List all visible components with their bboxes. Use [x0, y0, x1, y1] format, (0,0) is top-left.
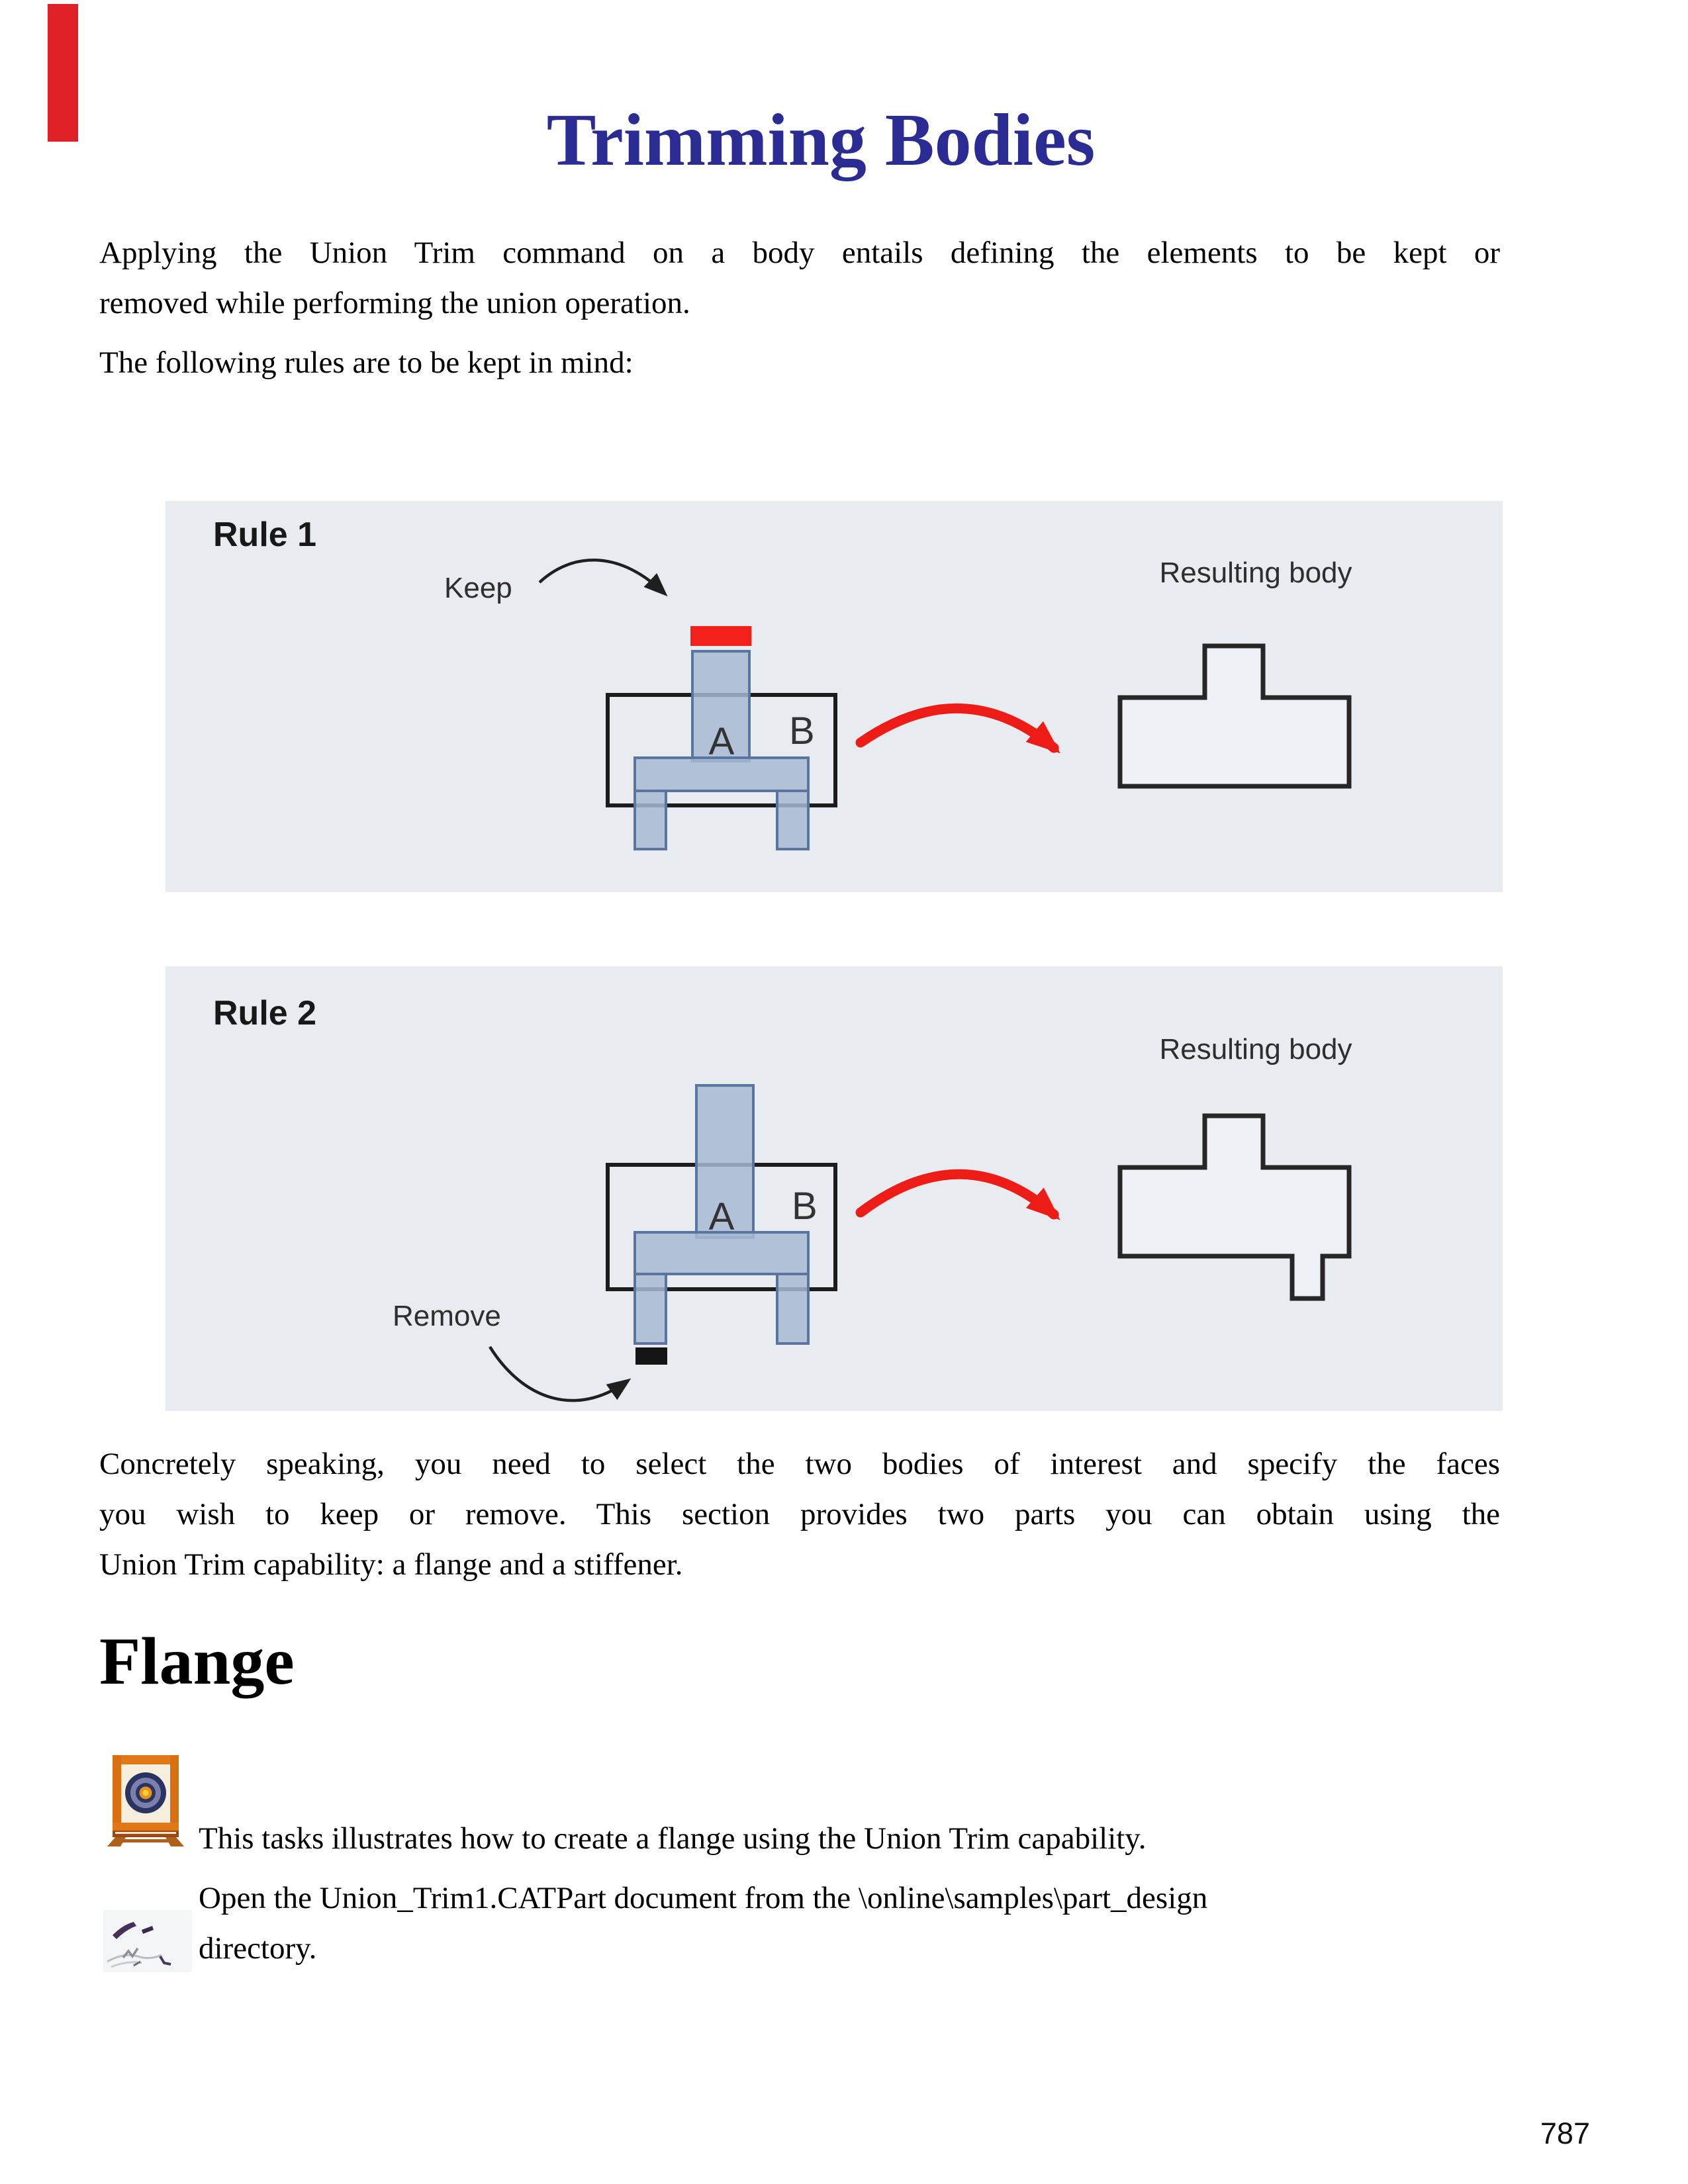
rule1-label: Rule 1	[213, 516, 317, 554]
flange-section-heading: Flange	[99, 1624, 295, 1699]
removed-face-highlight	[635, 1347, 667, 1365]
rule1-result-label: Resulting body	[1159, 557, 1352, 589]
middle-paragraph-line: you wish to keep or remove. This section provides two parts you can obtain using the	[99, 1497, 1500, 1531]
body-a-label: A	[708, 720, 735, 763]
page-title: Trimming Bodies	[546, 99, 1096, 181]
intro-paragraph-line: removed while performing the union operation.	[99, 286, 690, 320]
body-a-label: A	[708, 1195, 735, 1238]
open-document-scenario-icon	[103, 1910, 192, 1972]
union-trim-arrow	[861, 708, 1054, 748]
rule1-keep-label: Keep	[444, 572, 512, 604]
intro-paragraph-line: The following rules are to be kept in mind:	[99, 345, 633, 380]
rule2-label: Rule 2	[213, 994, 317, 1032]
resulting-body-shape	[1120, 1116, 1349, 1298]
middle-paragraph-line: Concretely speaking, you need to select the two bodies of interest and specify the faces	[99, 1447, 1500, 1481]
rule2-remove-label: Remove	[393, 1300, 501, 1332]
kept-face-highlight	[690, 626, 751, 646]
intro-paragraph-line: Applying the Union Trim command on a body entails defining the elements to be kept or	[99, 236, 1500, 270]
open-document-line: Open the Union_Trim1.CATPart document from the \online\samples\part_design	[199, 1881, 1208, 1915]
body-b-label: B	[789, 709, 815, 752]
keep-pointer-arrow	[539, 560, 663, 592]
middle-paragraph-line: Union Trim capability: a flange and a stiffener.	[99, 1547, 683, 1582]
open-document-line2: directory.	[199, 1931, 317, 1966]
rule2-result-label: Resulting body	[1159, 1033, 1352, 1066]
rule1-diagram	[165, 501, 1503, 892]
rule1-figure	[165, 501, 1503, 892]
page-number: 787	[1540, 2116, 1590, 2150]
resulting-body-shape	[1120, 646, 1349, 786]
task-description-line: This tasks illustrates how to create a flange using the Union Trim capability.	[199, 1821, 1147, 1856]
union-trim-arrow	[861, 1174, 1054, 1214]
remove-pointer-arrow	[490, 1347, 626, 1400]
rule2-figure	[165, 966, 1503, 1411]
task-target-icon	[107, 1755, 184, 1846]
body-b-label: B	[792, 1185, 818, 1228]
rule2-diagram	[165, 966, 1503, 1411]
